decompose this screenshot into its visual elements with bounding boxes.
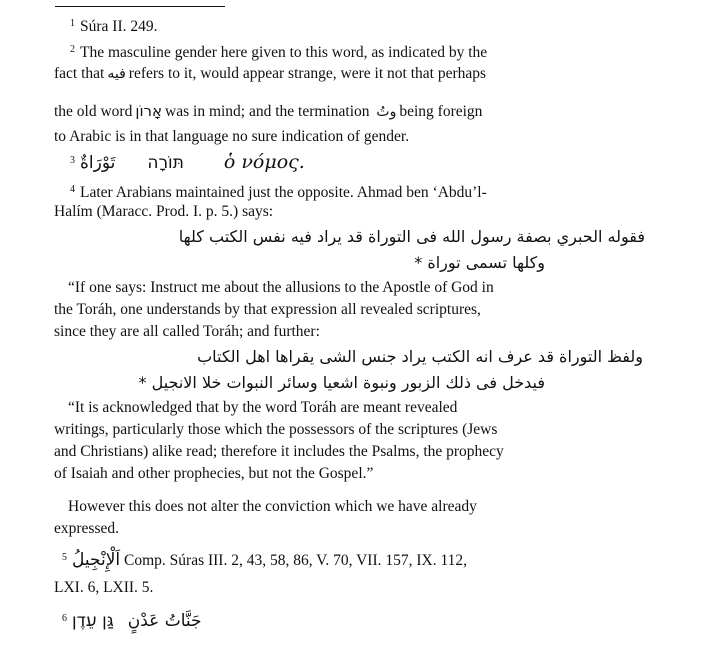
footnote-2-line-2 [54, 64, 486, 84]
arabic-quote-1-line-2: وكلها تسمى توراة * [414, 253, 545, 272]
footnote-2-text: fact that [54, 65, 105, 82]
hebrew-word-torah: תּוֹרָה [147, 153, 184, 173]
translation-2-line-4: of Isaiah and other prophecies, but not the Gospel.” [54, 465, 374, 482]
arabic-quote-2-line-2: فيدخل فى ذلك الزبور ونبوة اشعيا وسائر النبوات خلا الانجيل * [138, 373, 545, 392]
arabic-quote-2-line-1: ولفظ التوراة قد عرف انه الكتب يراد جنس الشى يقراها اهل الكتاب [197, 347, 643, 366]
footnote-2-line-1 [70, 40, 487, 63]
closing-line-2: expressed. [54, 520, 119, 537]
footnote-2-text: to Arabic is in that language no sure indication of gender. [54, 128, 410, 145]
footnote-2-text: the old word [54, 103, 133, 120]
footnote-4-line-1 [70, 180, 487, 203]
greek-ho-nomos: ὁ νόμος. [223, 151, 305, 173]
footnote-rule [55, 6, 225, 7]
footnote-2-line-3 [54, 101, 482, 122]
translation-2-line-1: “It is acknowledged that by the word Toráh are meant revealed [68, 399, 458, 416]
footnote-6 [62, 606, 202, 635]
footnote-5-marker: 5 [62, 552, 67, 563]
arabic-word-tawrat: تَوْرَاةٌ [80, 153, 116, 173]
footnote-1-marker: 1 [70, 18, 75, 29]
footnote-3 [70, 148, 305, 177]
translation-1-line-3: since they are all called Toráh; and further: [54, 323, 320, 340]
translation-2-line-2: writings, particularly those which the possessors of the scriptures (Jews [54, 421, 498, 438]
footnote-4-marker: 4 [70, 184, 75, 195]
arabic-word-injil: اَلْإِنْجِيلُ [72, 550, 121, 570]
footnote-3-marker: 3 [70, 155, 75, 166]
arabic-termination: وتُ [376, 104, 397, 120]
footnote-4-line-2: Halím (Maracc. Prod. I. p. 5.) says: [54, 203, 274, 220]
hebrew-gan-eden: גַּן עֵדֶן [72, 611, 114, 631]
footnote-4-text: Later Arabians maintained just the opposite. Ahmad ben ‘Abdu’l- [80, 184, 487, 201]
footnote-5-line-1 [62, 546, 467, 573]
footnote-2-line-4 [54, 127, 409, 147]
footnote-2-text: The masculine gender here given to this word, as indicated by the [80, 44, 488, 61]
translation-1-line-1: “If one says: Instruct me about the allusions to the Apostle of God in [68, 279, 494, 296]
footnote-2-text: was in mind; and the termination [165, 103, 370, 120]
translation-1-line-2: the Toráh, one understands by that expression all revealed scriptures, [54, 301, 481, 318]
arabic-jannatu-adn: جَنَّاتُ عَدْنٍ [127, 611, 202, 631]
footnote-1-text: Súra II. 249. [80, 18, 158, 35]
footnote-5-line-2: LXI. 6, LXII. 5. [54, 579, 154, 596]
footnote-2-text: being foreign [399, 103, 483, 120]
arabic-quote-1-line-1: فقوله الحبري بصفة رسول الله فى التوراة قد يراد فيه نفس الكتب كلها [178, 227, 645, 246]
footnote-1 [70, 14, 158, 37]
footnote-2-text: refers to it, would appear strange, were it not that perhaps [128, 65, 487, 82]
translation-2-line-3: and Christians) alike read; therefore it includes the Psalms, the prophecy [54, 443, 504, 460]
arabic-word-fihi: فيه [107, 66, 126, 82]
closing-line-1: However this does not alter the conviction which we have already [68, 498, 477, 515]
footnote-6-marker: 6 [62, 613, 67, 624]
footnote-5-text: Comp. Súras III. 2, 43, 58, 86, V. 70, VII. 157, IX. 112, [124, 552, 468, 569]
hebrew-word-aron: אָרוֹן [135, 102, 163, 120]
footnote-2-marker: 2 [70, 44, 75, 55]
